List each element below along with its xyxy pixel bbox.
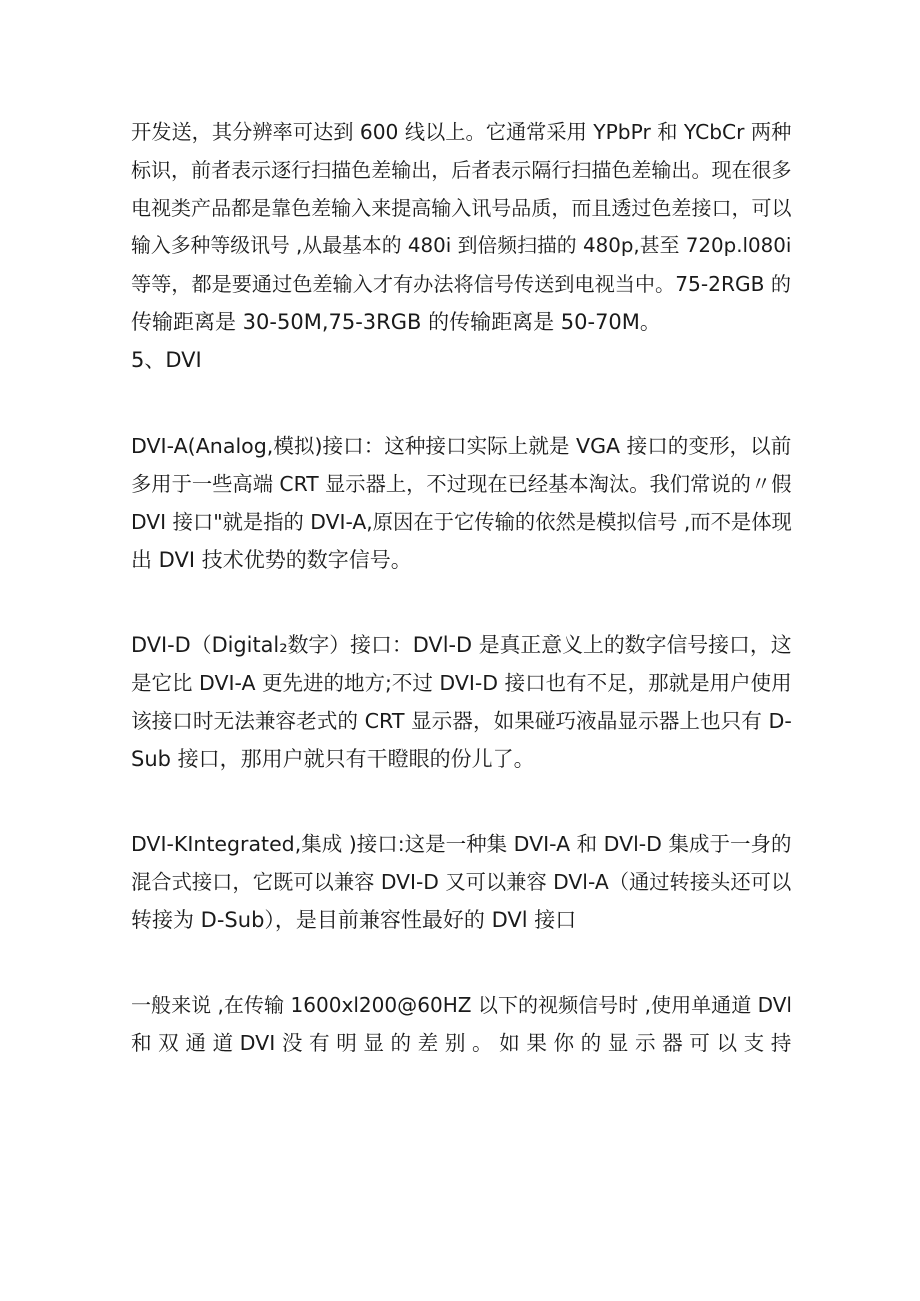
text-line: 出 DVI 技术优势的数字信号。 <box>131 548 412 572</box>
text-line: 等等，都是要通过色差输入才有办法将信号传送到电视当中。75-2RGB 的 <box>131 272 791 296</box>
text-line: DVI 接口"就是指的 DVI-A,原因在于它传输的依然是模拟信号 ,而不是体现 <box>131 510 792 534</box>
text-line: Sub 接口，那用户就只有干瞪眼的份儿了。 <box>131 747 535 771</box>
heading-text: 5、DVI <box>131 348 202 372</box>
text-line: DVI-KIntegrated,集成 )接口:这是一种集 DVI-A 和 DVl-D 集成于一身的 <box>131 832 792 856</box>
paragraph-dvi-d <box>131 626 792 778</box>
text-line: 开发送，其分辨率可达到 600 线以上。它通常采用 YPbPr 和 YCbCr 两种 <box>131 120 792 144</box>
text-line: 传输距离是 30-50M,75-3RGB 的传输距离是 50-70M。 <box>131 310 661 334</box>
text-line: 一般来说 ,在传输 1600xl200@60HZ 以下的视频信号时 ,使用单通道 DVl <box>131 993 792 1017</box>
text-line: 转接为 D-Sub），是目前兼容性最好的 DVl 接口 <box>131 908 577 932</box>
text-line: 和 双 通 道 DVI 没 有 明 显 的 差 别 。 如 果 你 的 显 示 器 可 以 支 持 <box>131 1031 792 1055</box>
paragraph-dvi-a <box>131 427 792 579</box>
text-line: 混合式接口，它既可以兼容 DVI-D 又可以兼容 DVl-A（通过转接头还可以 <box>131 870 792 894</box>
text-line: DVI-A(Analog,模拟)接口：这种接口实际上就是 VGA 接口的变形，以前 <box>131 434 792 458</box>
text-line: 电视类产品都是靠色差输入来提高输入讯号品质，而且透过色差接口，可以 <box>131 196 792 220</box>
paragraph-dvi-i <box>131 825 792 939</box>
section-heading-dvi <box>131 341 792 379</box>
text-line: 该接口时无法兼容老式的 CRT 显示器，如果碰巧液晶显示器上也只有 D- <box>131 709 792 733</box>
text-line: 是它比 DVI-A 更先进的地方;不过 DVI-D 接口也有不足，那就是用户使用 <box>131 671 792 695</box>
text-line: DVI-D（Digital₂数字）接口：DVl-D 是真正意义上的数字信号接口，这 <box>131 633 792 657</box>
paragraph-single-dual-link <box>131 986 792 1062</box>
paragraph-component-video <box>131 113 792 341</box>
text-line: 输入多种等级讯号 ,从最基本的 480i 到倍频扫描的 480p,甚至 720p.l080i <box>131 234 792 257</box>
text-line: 多用于一些高端 CRT 显示器上，不过现在已经基本淘汰。我们常说的〃假 <box>131 472 792 496</box>
text-line: 标识，前者表示逐行扫描色差输出，后者表示隔行扫描色差输出。现在很多 <box>131 158 792 182</box>
